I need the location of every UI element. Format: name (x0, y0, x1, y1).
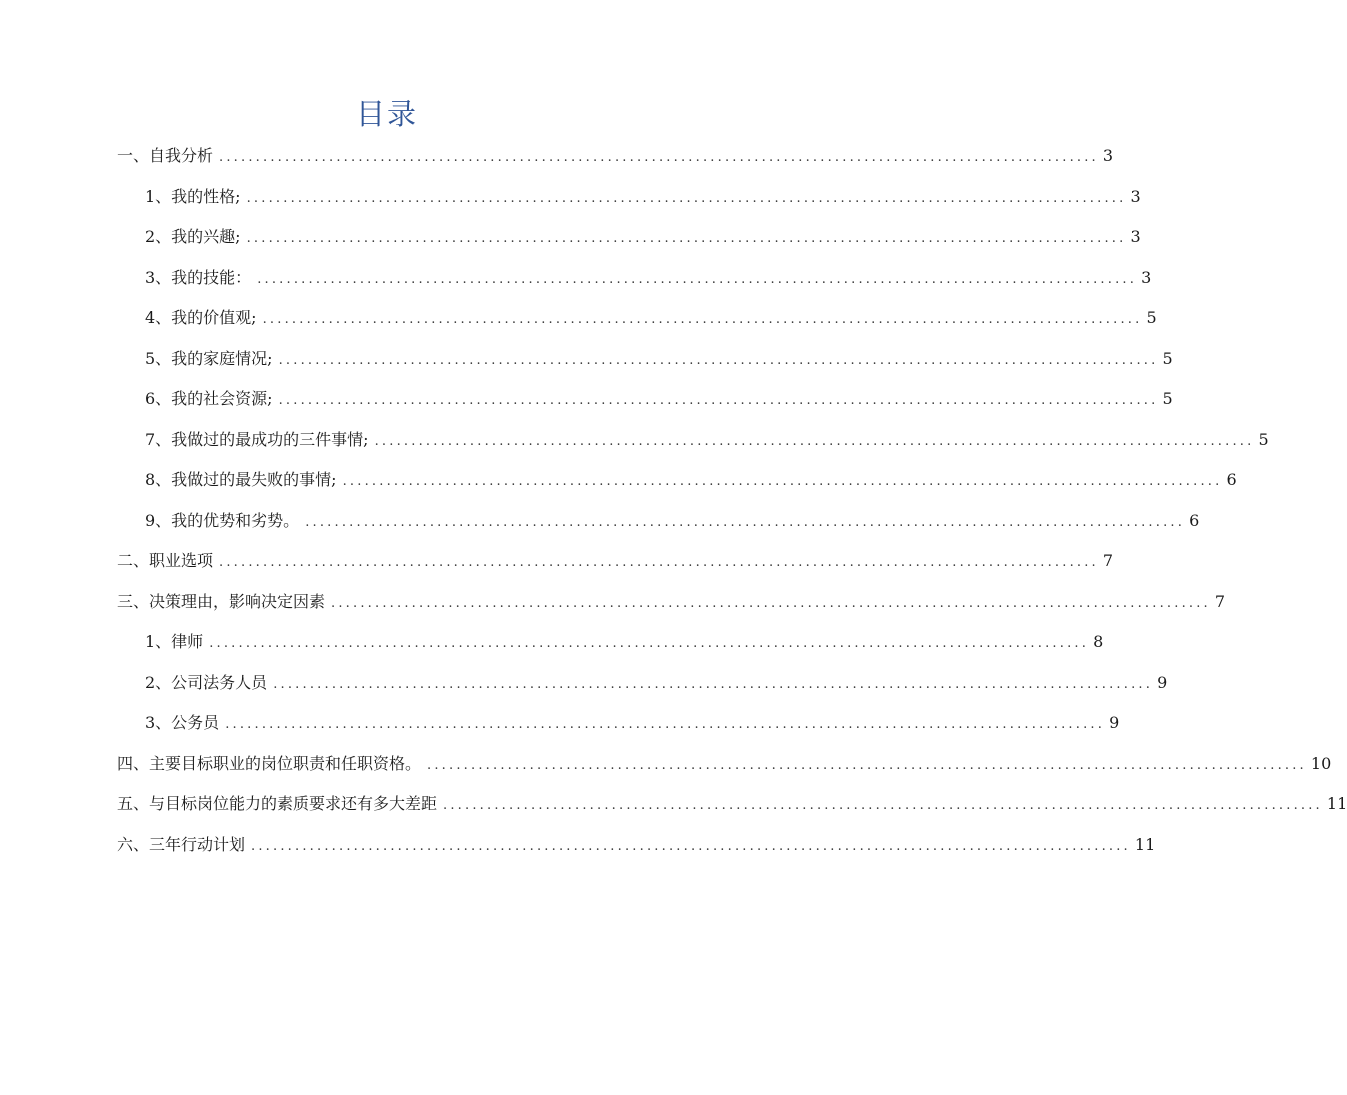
toc-entry-label: 1、我的性格; (145, 186, 241, 206)
toc-page-number: 8 (1093, 632, 1104, 651)
toc-entry[interactable] (117, 342, 1173, 383)
toc-page-number: 5 (1162, 348, 1173, 368)
toc-dot-leader: ........................................................................................................................ (257, 271, 1138, 287)
toc-entry[interactable] (117, 828, 1156, 869)
toc-entry-label: 6、我的社会资源; (145, 389, 273, 408)
toc-entry[interactable] (117, 423, 1269, 464)
toc-dot-leader: ........................................................................................................................ (219, 555, 1099, 570)
toc-entry[interactable] (117, 504, 1200, 545)
toc-entry[interactable] (117, 666, 1168, 707)
toc-entry-label: 9、我的优势和劣势。 (145, 510, 300, 530)
toc-dot-leader: ........................................................................................................................ (246, 190, 1127, 206)
toc-entry[interactable] (117, 544, 1114, 585)
toc-page-number: 6 (1226, 470, 1237, 489)
toc-page-number: 3 (1130, 227, 1141, 246)
toc-dot-leader: ........................................................................................................................ (219, 150, 1099, 165)
toc-entry-label: 2、公司法务人员 (145, 672, 268, 692)
toc-entry-label: 一、自我分析 (117, 146, 214, 165)
toc-entry[interactable] (117, 585, 1226, 626)
toc-page-number: 9 (1109, 713, 1120, 732)
toc-page-number: 5 (1258, 429, 1269, 449)
toc-title: 目录 (355, 97, 418, 131)
toc-page-number: 5 (1146, 308, 1157, 327)
toc-dot-leader: ........................................................................................................................ (278, 393, 1159, 408)
toc-entry-label: 5、我的家庭情况; (145, 348, 273, 368)
toc-dot-leader: ........................................................................................................................ (443, 798, 1323, 813)
toc-page-number: 3 (1130, 186, 1141, 206)
toc-dot-leader: ........................................................................................................................ (374, 433, 1255, 449)
toc-dot-leader: ........................................................................................................................ (427, 757, 1307, 773)
toc-entry-label: 8、我做过的最失败的事情; (145, 470, 337, 489)
toc-entry-label: 六、三年行动计划 (117, 834, 246, 854)
toc-page-number: 10 (1310, 753, 1332, 773)
toc-dot-leader: ........................................................................................................................ (262, 312, 1143, 327)
toc-dot-leader: ........................................................................................................................ (342, 474, 1223, 489)
toc-dot-leader: ........................................................................................................................ (246, 231, 1127, 246)
toc-dot-leader: ........................................................................................................................ (225, 717, 1106, 732)
toc-entry[interactable] (117, 706, 1120, 747)
toc-page-number: 7 (1102, 551, 1114, 570)
toc-entry-label: 3、我的技能： (145, 267, 252, 287)
toc-entry[interactable] (117, 382, 1173, 423)
toc-page-number: 11 (1134, 834, 1156, 854)
toc-entry[interactable] (117, 747, 1332, 788)
toc-page-number: 9 (1157, 672, 1168, 692)
toc-dot-leader: ........................................................................................................................ (278, 352, 1159, 368)
toc-entry[interactable] (117, 139, 1114, 180)
toc-entry-label: 五、与目标岗位能力的素质要求还有多大差距 (117, 794, 438, 813)
toc-page-number: 3 (1141, 267, 1152, 287)
toc-entry-label: 2、我的兴趣; (145, 227, 241, 246)
toc-entry[interactable] (117, 787, 1347, 828)
toc-entry[interactable] (117, 180, 1141, 221)
toc-dot-leader: ........................................................................................................................ (209, 636, 1090, 651)
toc-entry-label: 7、我做过的最成功的三件事情; (145, 429, 369, 449)
toc-page-number: 5 (1162, 389, 1173, 408)
toc-page-number: 6 (1189, 510, 1200, 530)
toc-dot-leader: ........................................................................................................................ (305, 514, 1186, 530)
toc-dot-leader: ........................................................................................................................ (273, 676, 1154, 692)
toc-entry[interactable] (117, 301, 1157, 342)
toc-entry[interactable] (117, 463, 1237, 504)
toc-entry-label: 1、律师 (145, 632, 204, 651)
toc-entry-label: 4、我的价值观; (145, 308, 257, 327)
toc-list (117, 139, 1347, 868)
toc-entry-label: 四、主要目标职业的岗位职责和任职资格。 (117, 753, 422, 773)
toc-entry-label: 3、公务员 (145, 713, 220, 732)
toc-dot-leader: ........................................................................................................................ (331, 595, 1211, 611)
toc-dot-leader: ........................................................................................................................ (251, 838, 1131, 854)
toc-entry[interactable] (117, 220, 1141, 261)
toc-page-number: 7 (1214, 591, 1226, 611)
toc-entry-label: 二、职业选项 (117, 551, 214, 570)
toc-entry[interactable] (117, 625, 1104, 666)
toc-page-number: 3 (1102, 146, 1114, 165)
toc-entry[interactable] (117, 261, 1152, 302)
toc-entry-label: 三、决策理由，影响决定因素 (117, 591, 326, 611)
toc-page-number: 11 (1326, 794, 1347, 813)
